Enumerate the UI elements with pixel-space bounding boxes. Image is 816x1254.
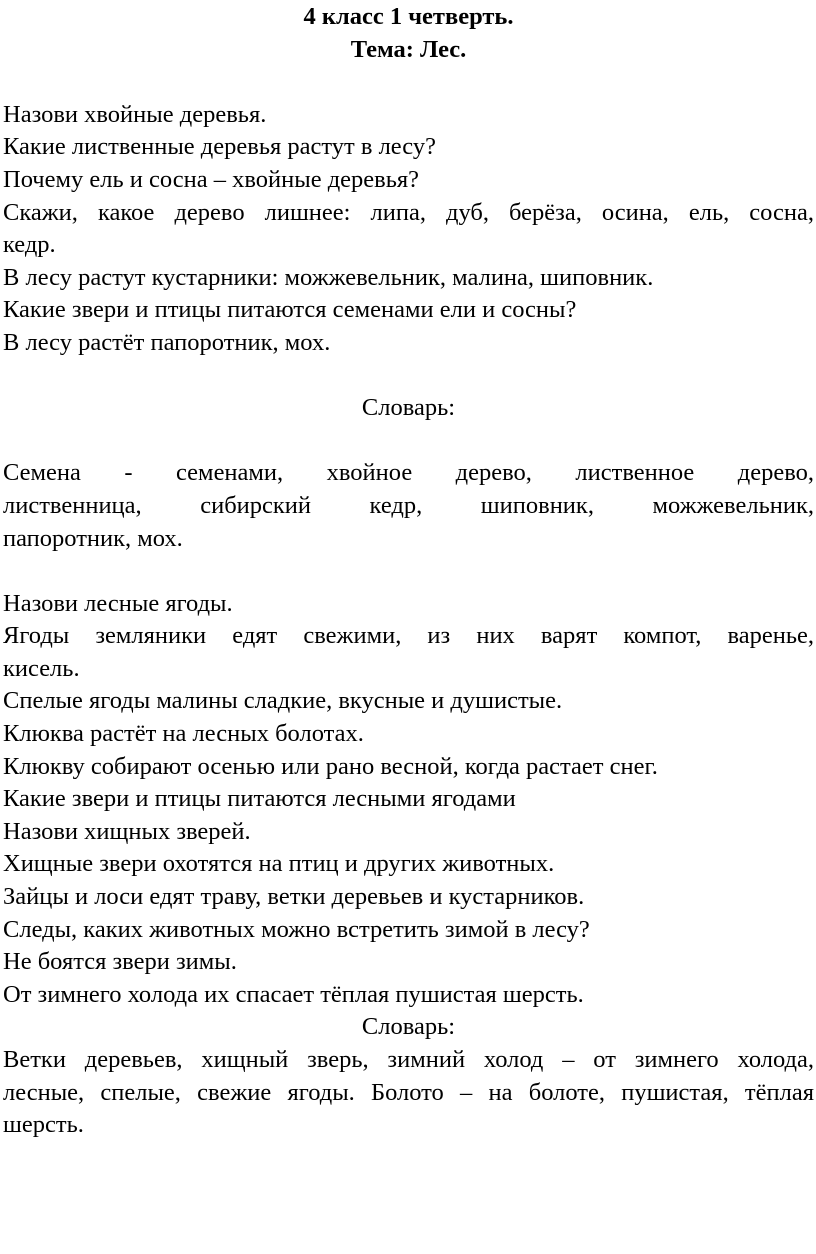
document-title-line2: Тема: Лес. — [350, 35, 467, 63]
text-line: папоротник, мох. — [3, 524, 183, 552]
section-berries-animals — [3, 588, 814, 1012]
text-line: Следы, каких животных можно встретить зимой в лесу? — [3, 915, 590, 943]
section-forest-trees — [3, 99, 814, 360]
text-line: Скажи, какое дерево лишнее: липа, дуб, берёза, осина, ель, сосна, — [3, 198, 814, 226]
text-line: Назови хищных зверей. — [3, 817, 251, 845]
text-line: кисель. — [3, 654, 80, 682]
text-line: Зайцы и лоси едят траву, ветки деревьев и кустарников. — [3, 883, 585, 911]
text-line: шерсть. — [3, 1111, 84, 1139]
blank-line — [3, 360, 814, 393]
text-line: В лесу растут кустарники: можжевельник, малина, шиповник. — [3, 263, 654, 291]
text-line: кедр. — [3, 231, 56, 259]
text-line: Назови хвойные деревья. — [3, 100, 267, 128]
text-line: Какие звери и птицы питаются семенами ели и сосны? — [3, 296, 577, 324]
dictionary-title: Словарь: — [361, 1013, 456, 1041]
document-title-line1: 4 класс 1 четверть. — [303, 3, 514, 30]
text-line: Хищные звери охотятся на птиц и других животных. — [3, 850, 555, 878]
text-line: лесные, спелые, свежие ягоды. Болото – на болоте, пушистая, тёплая — [3, 1078, 814, 1106]
text-line: Клюква растёт на лесных болотах. — [3, 720, 364, 748]
text-line: Спелые ягоды малины сладкие, вкусные и душистые. — [3, 687, 563, 715]
text-line: В лесу растёт папоротник, мох. — [3, 328, 331, 356]
dictionary-title: Словарь: — [361, 394, 456, 422]
text-line: лиственница, сибирский кедр, шиповник, можжевельник, — [3, 491, 814, 519]
text-line: Семена - семенами, хвойное дерево, лиственное дерево, — [3, 459, 814, 487]
dictionary-2 — [3, 1044, 814, 1142]
text-line: Ветки деревьев, хищный зверь, зимний холод – от зимнего холода, — [3, 1046, 814, 1073]
text-line: Какие звери и птицы питаются лесными ягодами — [3, 785, 516, 813]
blank-line — [3, 555, 814, 588]
text-line: Клюкву собирают осенью или рано весной, когда растает снег. — [3, 752, 658, 780]
text-line: От зимнего холода их спасает тёплая пушистая шерсть. — [3, 980, 584, 1008]
blank-line — [3, 425, 814, 458]
document-page — [3, 0, 814, 1142]
text-line: Не боятся звери зимы. — [3, 948, 237, 976]
dictionary-1 — [3, 457, 814, 555]
blank-line — [3, 66, 814, 99]
text-line: Какие лиственные деревья растут в лесу? — [3, 133, 436, 161]
text-line: Ягоды земляники едят свежими, из них варят компот, варенье, — [3, 622, 814, 650]
text-line: Назови лесные ягоды. — [3, 589, 233, 617]
text-line: Почему ель и сосна – хвойные деревья? — [3, 165, 420, 193]
